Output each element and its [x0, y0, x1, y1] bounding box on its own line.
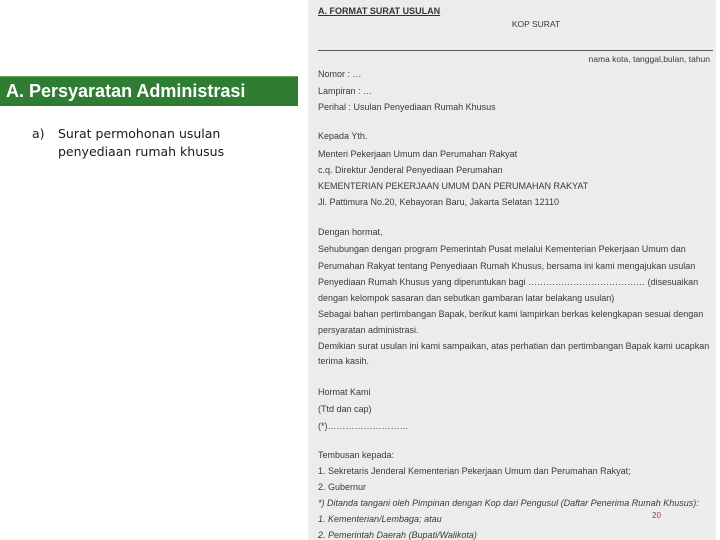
doc-body-line: Dengan hormat,: [318, 227, 383, 237]
doc-cc-line: 1. Sekretaris Jenderal Kementerian Pekerjaan Umum dan Perumahan Rakyat;: [318, 466, 631, 476]
letter-template-image: [308, 0, 716, 540]
list-item: [32, 125, 292, 161]
doc-date-line: nama kota, tanggal,bulan, tahun: [588, 54, 710, 64]
doc-recipient-line: c.q. Direktur Jenderal Penyediaan Perumahan: [318, 165, 503, 175]
doc-body-line: Sebagai bahan pertimbangan Bapak, berikut kami lampirkan berkas kelengkapan sesuai dengan: [318, 309, 704, 319]
doc-cc-line: 2. Gubernur: [318, 482, 367, 492]
doc-nomor: Nomor : …: [318, 69, 362, 79]
list-item-text: Surat permohonan usulan penyediaan rumah khusus: [58, 126, 225, 159]
list-item-marker: a): [32, 126, 45, 141]
page-number: 20: [652, 511, 661, 520]
requirements-list: [32, 125, 292, 161]
letterhead-divider: [318, 50, 713, 51]
doc-perihal: Perihal : Usulan Penyediaan Rumah Khusus: [318, 102, 496, 112]
doc-body-line: Demikian surat usulan ini kami sampaikan, atas perhatian dan pertimbangan Bapak kami ucapkan: [318, 341, 710, 351]
doc-note-line: *) Ditanda tangani oleh Pimpinan dengan Kop dari Pengusul (Daftar Penerima Rumah Khusus):: [318, 498, 699, 508]
doc-lampiran: Lampiran : …: [318, 86, 373, 96]
doc-recipient-line: Jl. Pattimura No.20, Kebayoran Baru, Jakarta Selatan 12110: [318, 197, 559, 207]
doc-section-title: A. FORMAT SURAT USULAN: [318, 6, 441, 16]
kop-label: KOP SURAT: [511, 19, 561, 29]
doc-body-line: Penyediaan Rumah Khusus yang diperuntukan bagi ………………………………… (disesuaikan: [318, 277, 699, 287]
doc-note-line: 1. Kementerian/Lembaga; atau: [318, 514, 442, 524]
doc-body-line: Perumahan Rakyat tentang Penyediaan Rumah Khusus, bersama ini kami mengajukan usulan: [318, 261, 696, 271]
doc-recipient-line: Kepada Yth.: [318, 131, 368, 141]
doc-recipient-line: KEMENTERIAN PEKERJAAN UMUM DAN PERUMAHAN RAKYAT: [318, 181, 589, 191]
doc-closing-line: (*)………………………: [318, 421, 409, 431]
doc-note-line: 2. Pemerintah Daerah (Bupati/Walikota): [318, 530, 477, 540]
doc-body-line: persyaratan administrasi.: [318, 325, 419, 335]
doc-closing-line: Hormat Kami: [318, 387, 371, 397]
doc-body-line: dengan kelompok sasaran dan sebutkan gambaran latar belakang usulan): [318, 293, 615, 303]
doc-kop-surat: [308, 19, 716, 29]
doc-body-line: terima kasih.: [318, 356, 370, 366]
section-header-bar: [0, 76, 298, 106]
section-header-title: A. Persyaratan Administrasi: [6, 81, 246, 101]
doc-recipient-line: Menteri Pekerjaan Umum dan Perumahan Rakyat: [318, 149, 518, 159]
doc-cc-line: Tembusan kepada:: [318, 450, 395, 460]
doc-closing-line: (Ttd dan cap): [318, 404, 372, 414]
doc-body-line: Sehubungan dengan program Pemerintah Pusat melalui Kementerian Pekerjaan Umum dan: [318, 244, 686, 254]
